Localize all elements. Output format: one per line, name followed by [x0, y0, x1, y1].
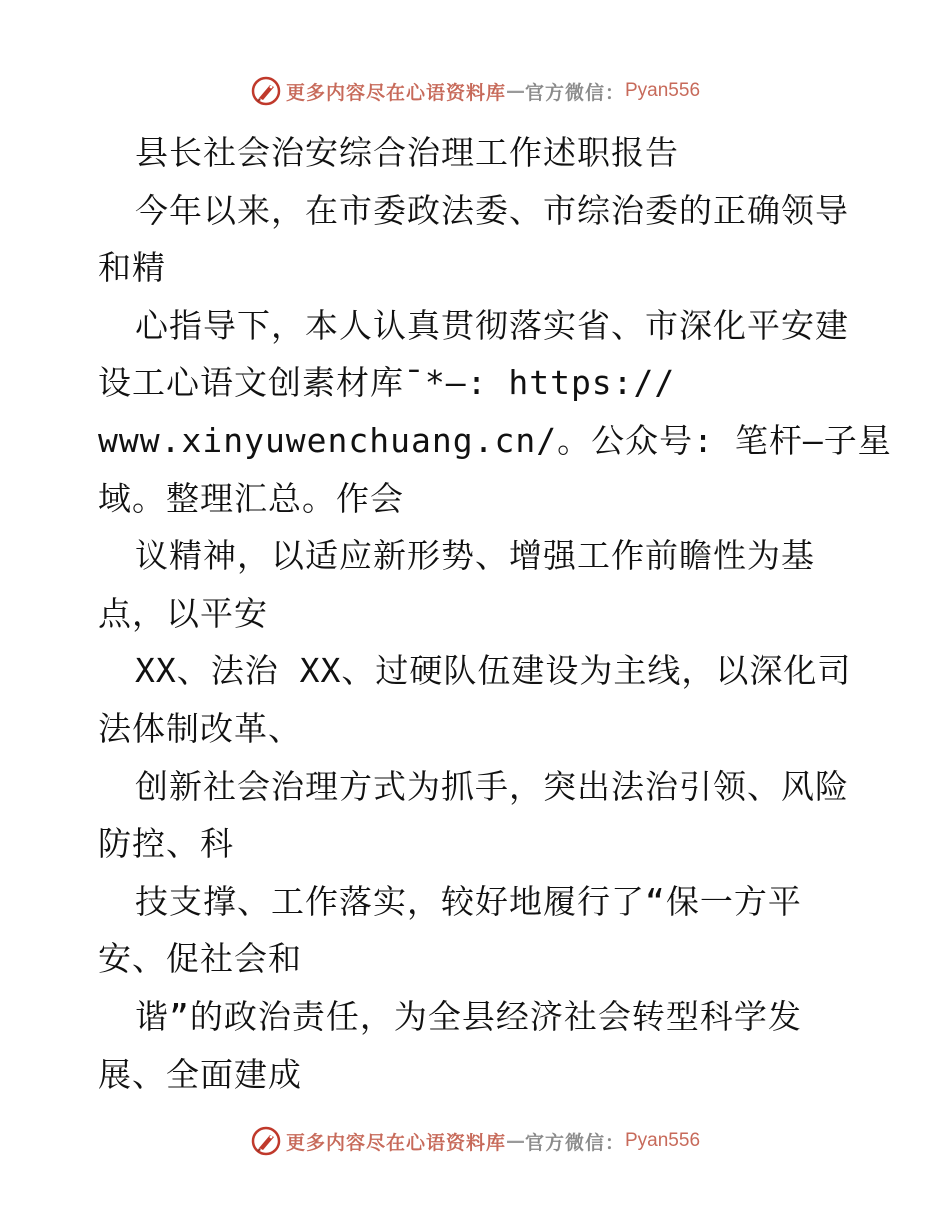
pen-nib-logo-icon [250, 1125, 282, 1157]
pen-nib-logo-icon [250, 75, 282, 107]
paragraph-line: 设工心语文创素材库¯*—: https:// [98, 363, 676, 403]
paragraph-line: 心指导下，本人认真贯彻落实省、市深化平安建 [135, 305, 849, 345]
site-name: 更多内容尽在心语资料库 [285, 81, 506, 104]
wechat-id: Pyan556 [625, 1130, 701, 1151]
banner-separator: — [505, 1130, 525, 1152]
official-wechat-label: 官方微信： [524, 81, 625, 104]
paragraph-line: XX、法治 XX、过硬队伍建设为主线，以深化司 [135, 651, 852, 691]
banner-separator: — [505, 80, 525, 102]
paragraph-line: 点，以平安 [98, 593, 268, 633]
document-title: 县长社会治安综合治理工作述职报告 [135, 133, 679, 172]
paragraph-line: 技支撑、工作落实，较好地履行了“保一方平 [135, 881, 802, 921]
official-wechat-label: 官方微信： [524, 1131, 625, 1154]
paragraph-line: 法体制改革、 [98, 708, 302, 748]
paragraph-line: 今年以来，在市委政法委、市综治委的正确领导 [135, 190, 849, 230]
document-body [98, 124, 892, 1103]
paragraph-line: www.xinyuwenchuang.cn/。公众号: 笔杆—子星 [98, 420, 892, 460]
paragraph-line: 防控、科 [98, 824, 234, 864]
site-name: 更多内容尽在心语资料库 [285, 1131, 506, 1154]
paragraph-line: 展、全面建成 [98, 1054, 302, 1094]
footer-banner [0, 1121, 950, 1161]
paragraph-line: 域。整理汇总。作会 [98, 478, 404, 518]
wechat-id: Pyan556 [625, 80, 701, 101]
paragraph-line: 议精神，以适应新形势、增强工作前瞻性为基 [135, 536, 815, 576]
paragraph-line: 谐”的政治责任，为全县经济社会转型科学发 [135, 996, 802, 1036]
paragraph-line: 和精 [98, 248, 166, 288]
paragraph-line: 安、促社会和 [98, 939, 302, 979]
header-banner [0, 71, 950, 111]
paragraph-line: 创新社会治理方式为抓手，突出法治引领、风险 [135, 766, 849, 806]
